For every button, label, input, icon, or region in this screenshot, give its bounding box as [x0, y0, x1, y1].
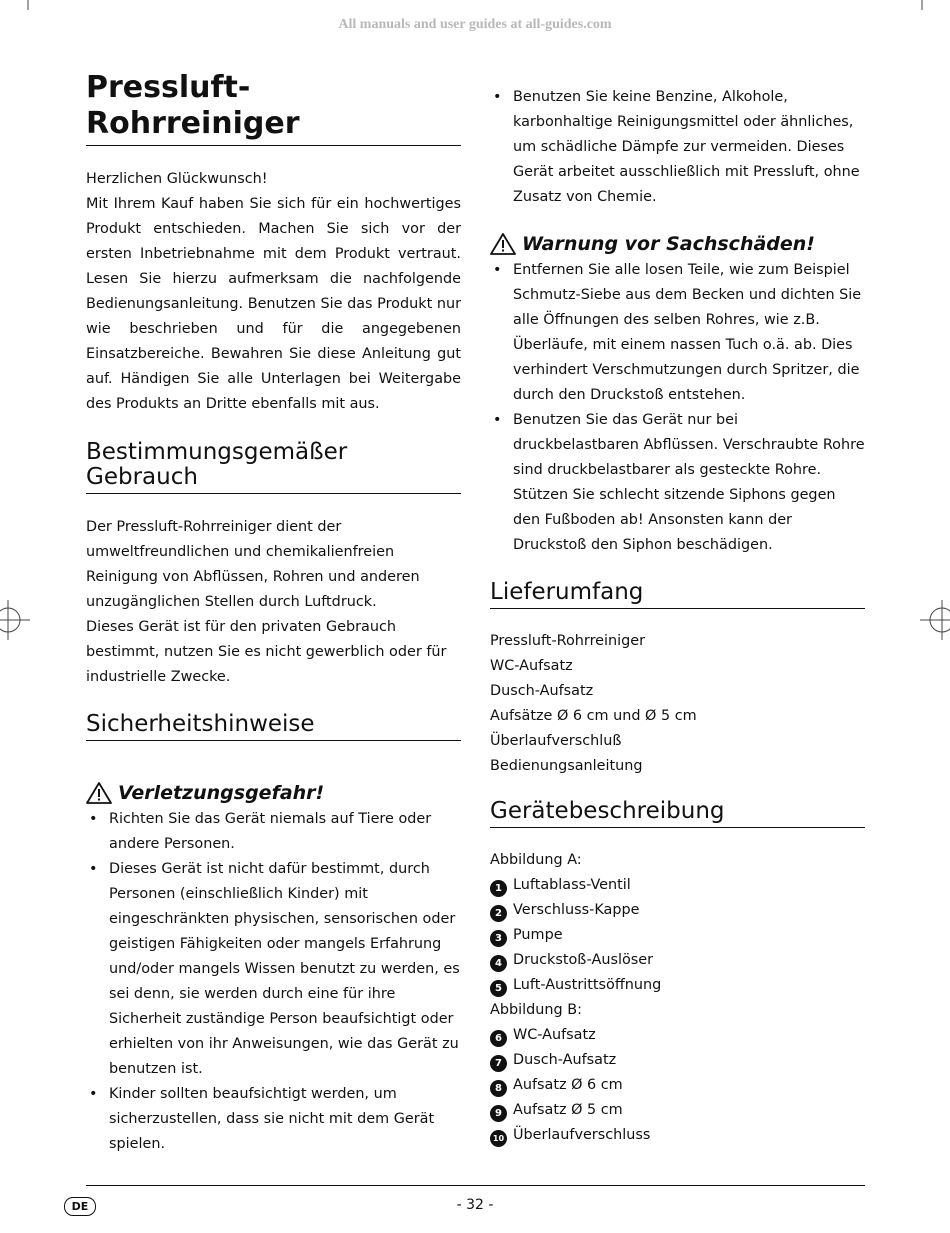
number-badge-icon: 2: [490, 905, 507, 922]
watermark: All manuals and user guides at all-guides.com: [338, 17, 612, 32]
number-badge-icon: 7: [490, 1055, 507, 1072]
damage-warning-heading: [490, 232, 865, 256]
intro-text: Herzlichen Glückwunsch! Mit Ihrem Kauf haben Sie sich für ein hochwertiges Produkt entschieden. Machen Sie sich vor der ersten Inbetriebnahme mit dem Produkt vertraut. Lesen Sie hierzu aufmerksam die nachfolgende Bedienungsanleitung. Benutzen Sie das Produkt nur wie beschrieben und für die angegebenen Einsatzbereiche. Bewahren Sie diese Anleitung gut auf. Händigen Sie alle Unterlagen bei Weitergabe des Produkts an Dritte ebenfalls mit aus.: [86, 171, 461, 412]
figure-b-label: Abbildung B:: [490, 1002, 582, 1018]
list-item: • Dieses Gerät ist nicht dafür bestimmt, durch Personen (einschließlich Kinder) mit eingeschränkten physischen, sensorischen oder geistigen Fähigkeiten oder mangels Erfahrung und/oder mangels Wissen benutzt zu werden, es sei denn, sie werden durch eine für ihre Sicherheit zuständige Person beaufsichtigt oder erhielten von ihr Anweisungen, wie das Gerät zu benutzen ist.: [86, 857, 461, 1082]
part-label: Überlaufverschluss: [513, 1127, 651, 1143]
parts-list: [490, 848, 865, 1148]
damage-list: [490, 258, 865, 558]
list-item: Dusch-Aufsatz: [490, 683, 594, 699]
part-label: Dusch-Aufsatz: [513, 1052, 617, 1068]
heading-device-description: Gerätebeschreibung: [490, 799, 865, 828]
crop-mark-top-right: [920, 0, 950, 12]
list-item: [490, 1048, 865, 1073]
page-title: Pressluft-Rohrreiniger: [86, 70, 461, 146]
delivery-list: [490, 629, 865, 779]
part-label: Aufsatz Ø 5 cm: [513, 1102, 623, 1118]
list-item: [490, 1073, 865, 1098]
list-item: Überlaufverschluß: [490, 733, 622, 749]
list-item: [490, 873, 865, 898]
list-item: [490, 923, 865, 948]
list-item: [490, 898, 865, 923]
part-label: Luftablass-Ventil: [513, 877, 631, 893]
list-item: [490, 1123, 865, 1148]
crop-mark-top-left: [0, 0, 30, 12]
intended-use-text: Der Pressluft-Rohrreiniger dient der umweltfreundlichen und chemikalienfreien Reinigung von Abflüssen, Rohren und anderen unzugänglichen Stellen durch Luftdruck. Dieses Gerät ist für den privaten Gebrauch bestimmt, nutzen Sie es nicht gewerblich oder für industrielle Zwecke.: [86, 519, 447, 685]
warning-triangle-icon: [86, 782, 112, 804]
list-item: Aufsätze Ø 6 cm und Ø 5 cm: [490, 708, 697, 724]
number-badge-icon: 5: [490, 980, 507, 997]
injury-warning-label: Verletzungsgefahr!: [118, 782, 325, 804]
heading-delivery: Lieferumfang: [490, 580, 865, 609]
number-badge-icon: 9: [490, 1105, 507, 1122]
list-item: [490, 1098, 865, 1123]
number-badge-icon: 8: [490, 1080, 507, 1097]
part-label: Aufsatz Ø 6 cm: [513, 1077, 623, 1093]
language-badge: DE: [64, 1197, 96, 1216]
list-item: [490, 1023, 865, 1048]
list-item: • Benutzen Sie keine Benzine, Alkohole, karbonhaltige Reinigungsmittel oder ähnliches, um schädliche Dämpfe zur vermeiden. Dieses Gerät arbeitet ausschließlich mit Pressluft, ohne Zusatz von Chemie.: [490, 85, 865, 210]
figure-a-label: Abbildung A:: [490, 852, 582, 868]
list-item: • Richten Sie das Gerät niemals auf Tiere oder andere Personen.: [86, 807, 461, 857]
heading-underline: [86, 493, 461, 494]
registration-mark-left: [0, 600, 30, 640]
part-label: Pumpe: [513, 927, 563, 943]
list-item: • Benutzen Sie das Gerät nur bei druckbelastbaren Abflüssen. Verschraubte Rohre sind druckbelastbarer als gesteckte Rohre. Stützen Sie schlecht sitzende Siphons gegen den Fußboden ab! Ansonsten kann der Druckstoß den Siphon beschädigen.: [490, 408, 865, 558]
part-label: Druckstoß-Auslöser: [513, 952, 654, 968]
number-badge-icon: 4: [490, 955, 507, 972]
left-column: [86, 70, 461, 1157]
part-label: WC-Aufsatz: [513, 1027, 596, 1043]
part-label: Luft-Austrittsöffnung: [513, 977, 662, 993]
list-item: [490, 973, 865, 998]
warning-triangle-icon: [490, 233, 516, 255]
page-number: - 32 -: [456, 1197, 494, 1213]
number-badge-icon: 10: [490, 1130, 507, 1147]
list-item: WC-Aufsatz: [490, 658, 573, 674]
injury-list: [86, 807, 461, 1157]
damage-warning-label: Warnung vor Sachschäden!: [522, 233, 815, 255]
chemicals-list: [490, 85, 865, 210]
number-badge-icon: 1: [490, 880, 507, 897]
list-item: [490, 948, 865, 973]
injury-warning-heading: [86, 781, 461, 805]
list-item: Bedienungsanleitung: [490, 758, 643, 774]
heading-safety: Sicherheitshinweise: [86, 712, 461, 741]
footer-divider: [86, 1185, 865, 1186]
heading-intended-use: Bestimmungsgemäßer Gebrauch: [86, 439, 348, 490]
list-item: • Entfernen Sie alle losen Teile, wie zum Beispiel Schmutz-Siebe aus dem Becken und dichten Sie alle Öffnungen des selben Rohres, wie z.B. Überläufe, mit einem nassen Tuch o.ä. ab. Dies verhindert Verschmutzungen durch Spritzer, die durch den Druckstoß entstehen.: [490, 258, 865, 408]
part-label: Verschluss-Kappe: [513, 902, 640, 918]
number-badge-icon: 3: [490, 930, 507, 947]
registration-mark-right: [920, 600, 950, 640]
list-item: • Kinder sollten beaufsichtigt werden, um sicherzustellen, dass sie nicht mit dem Gerät spielen.: [86, 1082, 461, 1157]
list-item: Pressluft-Rohrreiniger: [490, 633, 646, 649]
right-column: [490, 85, 865, 1148]
number-badge-icon: 6: [490, 1030, 507, 1047]
